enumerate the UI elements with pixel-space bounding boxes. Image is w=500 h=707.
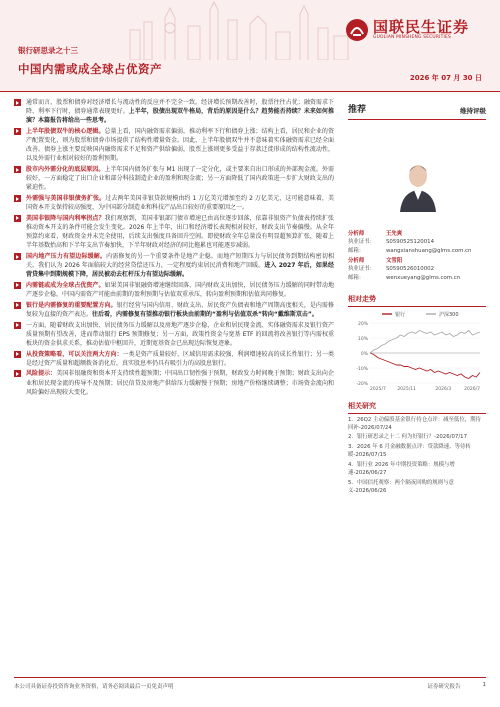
email-label: 邮箱： xyxy=(348,247,365,254)
cert-number: S0590525120014 xyxy=(386,239,435,246)
body-paragraph xyxy=(14,321,334,348)
paragraph-emphasis: 进入 2027 年后，如果经营贷集中到期规模下降，居民被动去杠杆压力有望边际缓解。 xyxy=(26,262,334,279)
related-research xyxy=(348,401,486,495)
brand-logo-mark-icon xyxy=(345,18,369,42)
cert-label: 执业证书： xyxy=(348,266,375,273)
footer-divider xyxy=(14,677,486,678)
paragraph-lead: 风险提示： xyxy=(26,370,57,378)
related-report-link[interactable]: 4．银行业 2026 年中期投资策略：规模与增速-2026/06/27 xyxy=(348,462,455,477)
paragraph-text: 通常而言，股票和债券对经济增长与流动性的反应并不完全一致。经济增长预期改善时，股票往往占优；融资需求下降、利率下行时，债券通常表现更好。 xyxy=(26,99,334,116)
footer-brand: 证券研究报告 xyxy=(427,684,461,690)
footer-disclaimer: 本公司具备证券投资咨询业务资格，请务必阅读最后一页免责声明 xyxy=(14,684,174,690)
paragraph-lead: 美国非银降与国内利率拐点？ xyxy=(26,214,105,222)
brand-logo xyxy=(345,18,469,42)
analyst-2 xyxy=(348,257,486,282)
page-number: 1 xyxy=(482,682,486,688)
body-paragraph xyxy=(14,194,334,212)
paragraph-lead: 银行是内需修复的重要配置方向。 xyxy=(26,301,117,309)
bullet-arrow-icon xyxy=(14,195,21,202)
recommendation-label: 推荐 xyxy=(348,105,367,115)
report-date: 2026 年 07 月 30 日 xyxy=(409,74,482,82)
analyst-role: 分析师 xyxy=(348,258,365,264)
paragraph-text: 一类是资产质量较好、区域信用需求较强、利润增速较高的成长性银行；另一类是经过资产质量和超额拨备消化后，真实股息率仍具有吸引力的高股息银行。 xyxy=(26,350,334,367)
bullet-arrow-icon xyxy=(14,282,21,289)
paragraph-text: 如果美国非银融资增速继续回落，国内财政支出加快，居民债务压力缓解的同时带动地产逐步企稳，中国内需资产可能由前期的盈利预期与估值双重承压，转向盈利预期和估值共同修复。 xyxy=(26,281,334,299)
paragraph-emphasis: 上半年，股债出现双牛格局，背后的原因是什么？趋势能否持续？未来如何推演？本篇报告将给出一些思考。 xyxy=(26,108,334,125)
y-tick-label: -10% xyxy=(356,366,368,372)
paragraph-text: 内需修复的另一个重要条件是地产企稳。而地产短期压力与居民债务到期结构密切相关。我们认为 2026 年面临较大的经营贷偿还压力，一定程度约束居民消费和地产回暖。 xyxy=(26,253,334,270)
chart-section-title: 相对走势 xyxy=(348,294,486,307)
chart-svg xyxy=(348,309,486,395)
series-line-bank xyxy=(370,353,480,379)
related-section-title: 相关研究 xyxy=(348,401,486,414)
y-tick-label: 0% xyxy=(360,351,368,357)
y-tick-label: 20% xyxy=(357,321,368,327)
body-paragraph xyxy=(14,98,334,125)
bullet-arrow-icon xyxy=(14,166,21,173)
body-paragraph xyxy=(14,301,334,319)
bullet-arrow-icon xyxy=(14,99,21,106)
body-paragraph xyxy=(14,127,334,164)
body-paragraph xyxy=(14,252,334,279)
x-tick-label: 2025/7 xyxy=(370,387,386,392)
bullet-arrow-icon xyxy=(14,302,21,309)
paragraph-lead: 内需链或成为全球占优资产。 xyxy=(26,281,105,289)
paragraph-lead: 股市内外需分化的底层原因。 xyxy=(26,166,105,174)
report-title: 中国内需或成全球占优资产 xyxy=(18,62,162,76)
report-series: 银行研思录之十三 xyxy=(18,46,78,55)
paragraph-lead: 外需强与美国非银债务扩张。 xyxy=(26,195,106,203)
analyst-name: 王先爽 xyxy=(386,231,403,237)
report-header xyxy=(0,0,500,92)
related-report-link[interactable]: 2．银行研思录之十二 何为好银行？-2026/07/17 xyxy=(348,434,468,441)
report-body xyxy=(14,98,334,668)
analyst-email-link[interactable]: wangxianshuang@glms.com.cn xyxy=(386,247,472,254)
paragraph-lead: 上半年股债双牛的核心逻辑。 xyxy=(26,127,105,135)
legend-label: 银行 xyxy=(395,312,406,318)
paragraph-text: 我们观察到，美国非银部门债市增速已由高位逐步回落，依靠非银资产负债表持续扩张推动资本开支的条件可能会发生变化。2026 年上半年，出口和经济增长表现相对较好，财政支出节奏偏慢。从全年预算约束看，财政资金并未完全使用，后续支出强度具备回升空间。即使财政全年总量没有明显超预算扩张，随着上半年基数抬高和下半年支出节奏加快，下半年财政对经济的同比拖累也可能逐步减弱。 xyxy=(26,214,334,250)
related-report-link[interactable]: 5．中国信托观察：两个隔夜回购的规则与意义-2026/06/26 xyxy=(348,479,454,495)
analyst-email-link[interactable]: wenxueyang@glms.com.cn xyxy=(386,274,461,281)
paragraph-lead: 从投资策略看，可以关注两大方向： xyxy=(26,350,123,358)
report-sidebar xyxy=(348,98,486,495)
footer-right xyxy=(427,682,486,690)
body-paragraph xyxy=(14,281,334,299)
brand-name-en: GUOLIAN MINSHENG SECURITIES xyxy=(373,35,451,40)
y-tick-label: -20% xyxy=(356,381,368,387)
cert-label: 执业证书： xyxy=(348,239,375,246)
related-report-link[interactable]: 1．26Q2 主动偏股基金银行持仓点评：减至低位，期待回补-2026/07/24 xyxy=(348,416,481,431)
brand-name-cn: 国联民生证券 xyxy=(373,18,470,36)
paragraph-lead: 国内地产压力有望边际缓解。 xyxy=(26,253,107,260)
body-paragraph xyxy=(14,165,334,192)
bullet-arrow-icon xyxy=(14,215,21,222)
x-tick-label: 2026/3 xyxy=(435,387,452,392)
analyst-section xyxy=(348,120,486,288)
cert-number: S0590526010002 xyxy=(386,266,435,273)
analyst-name: 文雪阳 xyxy=(386,258,403,264)
paragraph-emphasis: 往后看，内需修复有望推动银行板块由前期的“盈利与估值双杀”转向“戴维斯双击”。 xyxy=(92,310,318,318)
body-paragraph xyxy=(14,369,334,396)
paragraph-text: 美国非银融资和资本开支持续性超预期；中国出口韧性强于预期，财政发力时间晚于预期；财政支出向企业和居民现金流的传导不及预期；居民信贷及房地产供给压力缓解慢于预期；房地产价格继续调整；市场资金流向和风险偏好出现较大变化。 xyxy=(26,370,334,396)
email-label: 邮箱： xyxy=(348,274,365,281)
legend-label: 沪深300 xyxy=(439,312,459,318)
city-skyline-illustration xyxy=(110,0,360,60)
paragraph-text: 银行经营与国内信用、财政支出、居民资产负债表和地产周期高度相关，是内需修复较为直接的资产表达。 xyxy=(26,301,334,318)
rating-label: 维持评级 xyxy=(460,107,486,115)
series-line-csi300 xyxy=(370,331,480,354)
paragraph-text: 过去两年美国非银贷款规模由约 1 万亿美元增加至约 2 万亿美元，这可能意味着，美国资本开支保持较高强度，为中国部分制造业和科技产品出口较好的重要原因之一。 xyxy=(26,195,334,212)
analyst-role: 分析师 xyxy=(348,231,365,237)
bullet-arrow-icon xyxy=(14,351,21,358)
paragraph-text: 上半年国内债务扩张与 M1 出现了一定分化，或主要来自出口形成的外部现金流。外需较好，一方面稳定了出口企业和部分科技制造企业的盈利和现金流；另一方面降低了国内政策进一步扩大财政支出的紧迫性。 xyxy=(26,166,334,192)
recommendation-row xyxy=(348,102,486,120)
header-divider xyxy=(0,91,500,92)
body-paragraph xyxy=(14,214,334,251)
bullet-arrow-icon xyxy=(14,253,21,260)
analyst-photo xyxy=(396,156,440,212)
paragraph-text: 总量上看，国内融资需求偏弱，推动利率下行和债券上涨；结构上看，居民和企业的资产配置变化，则为股票和债券市场提供了结构性增量资金。因此，上半年股债双牛并不意味着实体融资需求已经全面改善。债券上涨主要反映国内融资需求不足和资产供给偏弱，股票上涨则更多受益于存款迁徙形成的结构性流动性，以及外需行业相对较好的盈利预期。 xyxy=(26,127,334,163)
bullet-arrow-icon xyxy=(14,370,21,377)
analyst-1 xyxy=(348,230,486,255)
relative-performance-chart xyxy=(348,309,486,395)
x-tick-label: 2026/7 xyxy=(464,387,480,392)
related-list xyxy=(348,416,486,496)
paragraph-text: 一方面，随着财政支出加快、居民债务压力缓解以及房地产逐步企稳，企业和居民现金流、实体融资需求及银行资产质量预期有望改善，进而带动银行 EPS 预期修复；另一方面，政策性资金与宽基 ETF 的回流将改善银行等内需权重板块的资金供求关系，推动估值中枢回升，近期宽基资金已出现边际恢复迹象。 xyxy=(26,321,334,347)
y-tick-label: 10% xyxy=(357,336,368,342)
bullet-arrow-icon xyxy=(14,128,21,135)
body-paragraph xyxy=(14,350,334,368)
related-report-link[interactable]: 3．2026 年 6 月金融数据点评：贷款降速、等待转暖-2026/07/15 xyxy=(348,444,471,459)
x-tick-label: 2025/11 xyxy=(397,387,417,392)
bullet-arrow-icon xyxy=(14,322,21,329)
